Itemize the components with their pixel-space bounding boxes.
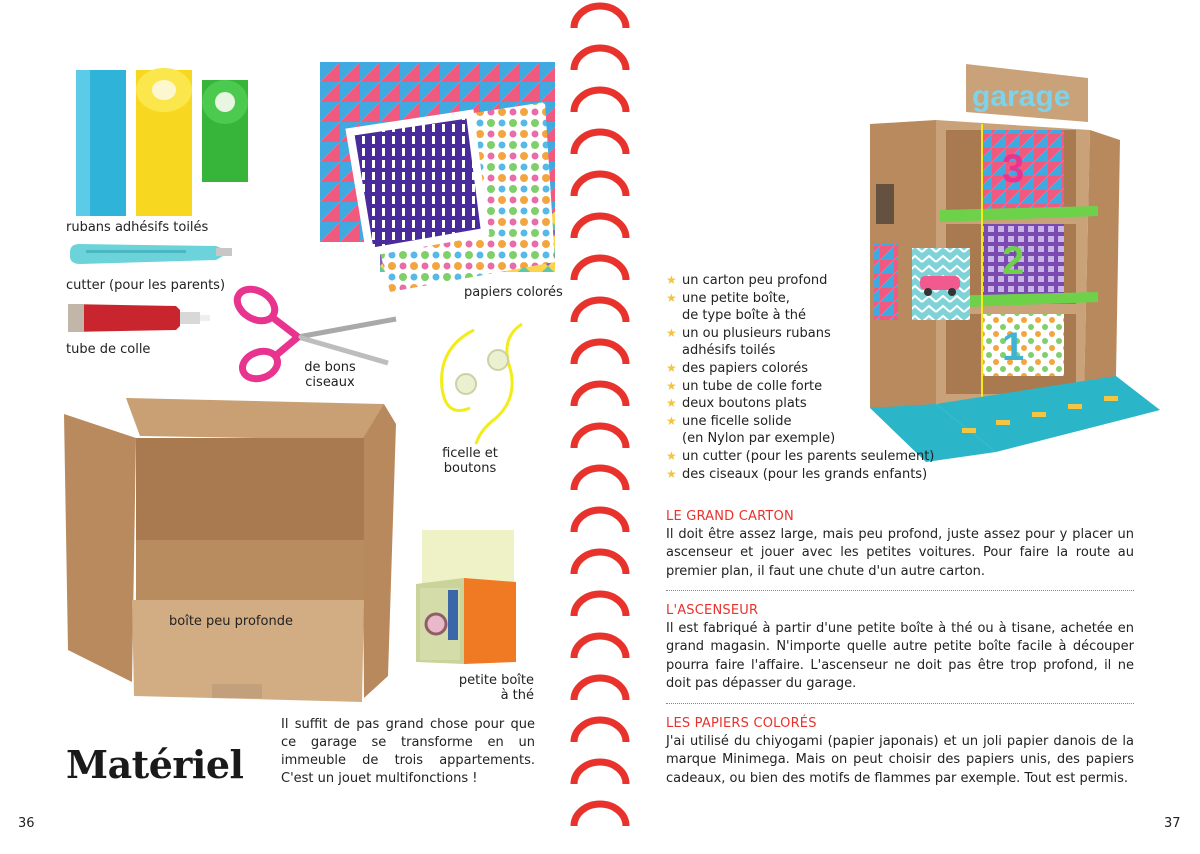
- teabox-caption-line1: petite boîte: [458, 673, 534, 688]
- materials-item: ★ un ou plusieurs rubans adhésifs toilés: [666, 325, 831, 359]
- garage-floor-2: 2: [1002, 239, 1025, 283]
- string-caption-line1: ficelle et: [442, 446, 498, 461]
- cardboard-box-image: [62, 396, 398, 712]
- page-title: Matériel: [66, 742, 244, 787]
- star-bullet-icon: ★: [666, 378, 677, 393]
- star-bullet-icon: ★: [666, 448, 677, 463]
- materials-item: ★ un cutter (pour les parents seulement): [666, 448, 935, 464]
- materials-item: ★ un carton peu profond: [666, 273, 828, 288]
- star-bullet-icon: ★: [666, 360, 677, 375]
- tape-rolls-image: [72, 62, 252, 222]
- section-papiers: [666, 715, 1134, 788]
- cutter-caption: cutter (pour les parents): [66, 278, 226, 293]
- section-body: J'ai utilisé du chiyogami (papier japonais) et un joli papier danois de la marque Minimega. Mais on peut choisir des papiers unis, des papiers cadeaux, ou bien des motifs de flammes par exemple. Tout est permis.: [666, 734, 1134, 786]
- materials-item: ★ une ficelle solide (en Nylon par exemple): [666, 413, 836, 447]
- materials-item: ★ des papiers colorés: [666, 360, 808, 376]
- materials-item: ★ un tube de colle forte: [666, 378, 823, 394]
- star-bullet-icon: ★: [666, 290, 677, 305]
- glue-caption: tube de colle: [66, 342, 151, 357]
- scissors-caption-line2: ciseaux: [305, 375, 355, 390]
- star-bullet-icon: ★: [666, 466, 677, 481]
- cutter-image: [66, 238, 236, 274]
- spine-arcs-decoration: [568, 0, 632, 850]
- star-bullet-icon: ★: [666, 273, 677, 287]
- glue-tube-image: [66, 300, 216, 336]
- scissors-caption-line1: de bons: [304, 360, 356, 375]
- star-bullet-icon: ★: [666, 396, 677, 411]
- section-grand-carton: [666, 508, 1134, 581]
- materials-list: [666, 272, 946, 483]
- string-caption-line2: boutons: [443, 461, 497, 476]
- star-bullet-icon: ★: [666, 413, 677, 428]
- garage-sign-text: garage: [972, 80, 1071, 113]
- page-number-right: 37: [1164, 816, 1181, 831]
- garage-floor-3: 3: [1002, 147, 1025, 191]
- materials-item: ★ des ciseaux (pour les grands enfants): [666, 466, 928, 482]
- intro-paragraph: Il suffit de pas grand chose pour que ce garage se transforme en un immeuble de trois appartements. C'est un jouet multifonctions !: [281, 717, 535, 786]
- box-caption: boîte peu profonde: [169, 614, 293, 629]
- teabox-caption-line2: à thé: [500, 688, 534, 703]
- section-ascenseur: [666, 602, 1134, 693]
- section-body: Il doit être assez large, mais peu profond, juste assez pour y placer un ascenseur et jouer avec les petites voitures. Pour faire la route au premier plan, il faut une chute d'un autre carton.: [666, 527, 1134, 579]
- section-body: Il est fabriqué à partir d'une petite boîte à thé ou à tisane, achetée en grand magasin. N'importe quelle autre petite boîte facile à découper pourra faire l'affaire. L'ascenseur ne doit pas être trop profond, il ne doit pas dépasser du garage.: [666, 621, 1134, 691]
- page-number-left: 36: [18, 816, 35, 831]
- section-title: L'ASCENSEUR: [666, 603, 759, 618]
- section-divider: [666, 590, 1134, 591]
- section-title: LE GRAND CARTON: [666, 509, 794, 524]
- materials-item: ★ deux boutons plats: [666, 396, 807, 412]
- tea-box-image: [412, 528, 518, 666]
- section-divider: [666, 703, 1134, 704]
- colored-papers-image: [320, 62, 555, 292]
- garage-floor-1: 1: [1002, 325, 1025, 369]
- star-bullet-icon: ★: [666, 325, 677, 340]
- papers-caption: papiers colorés: [464, 285, 563, 300]
- string-and-buttons-image: [430, 318, 530, 448]
- tapes-caption: rubans adhésifs toilés: [66, 220, 209, 235]
- materials-item: ★ une petite boîte, de type boîte à thé: [666, 290, 807, 324]
- section-title: LES PAPIERS COLORÉS: [666, 716, 817, 731]
